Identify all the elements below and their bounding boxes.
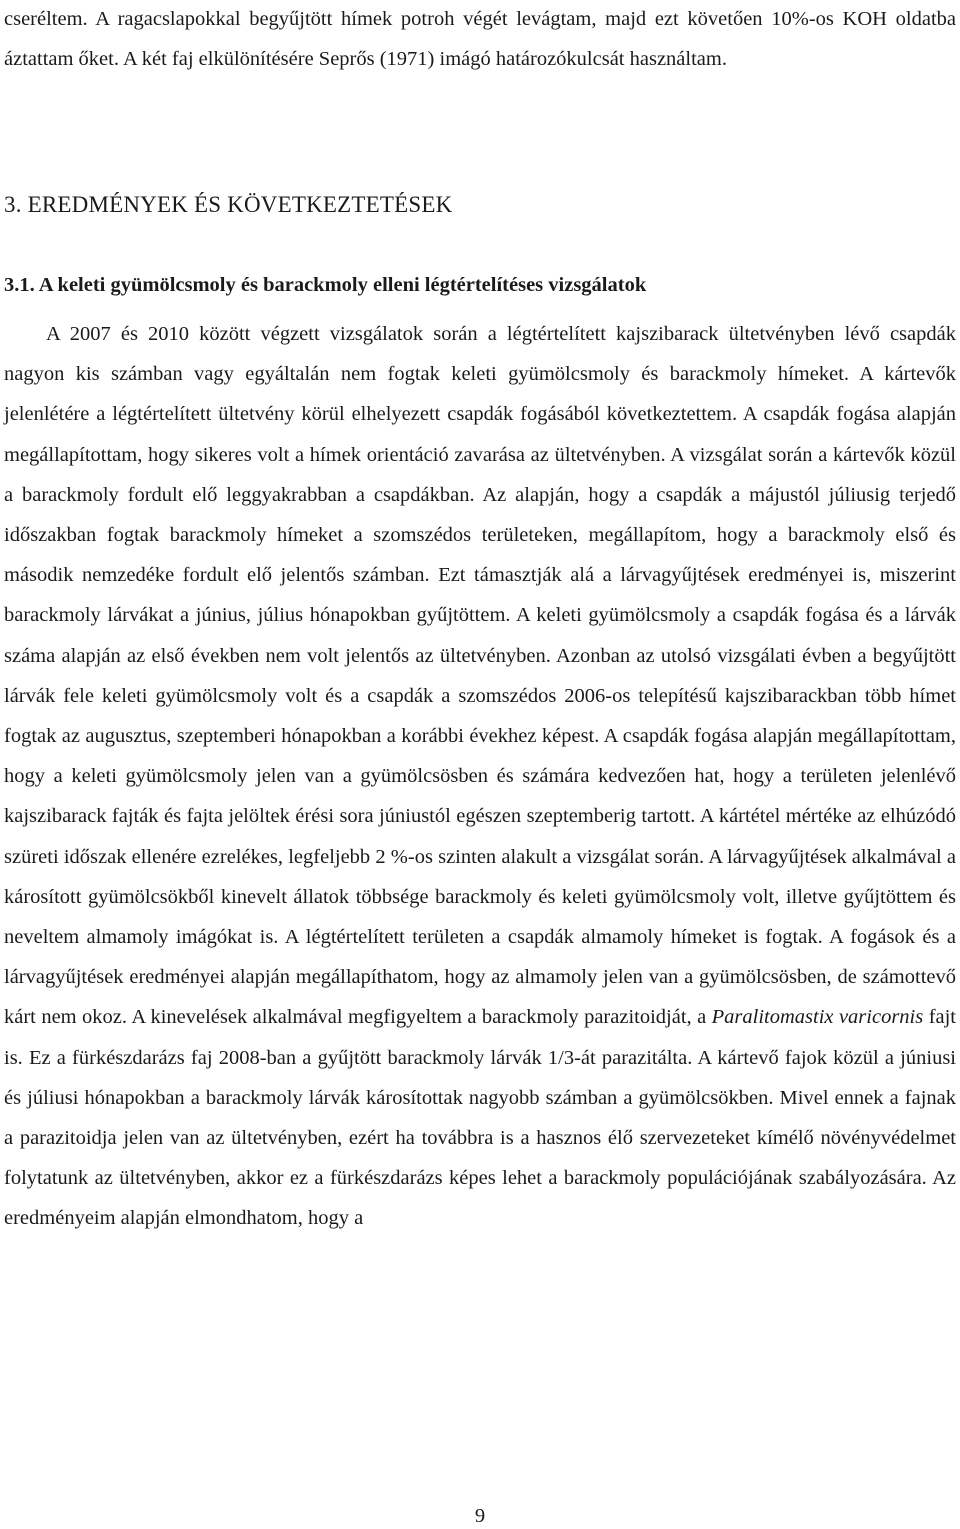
section-heading: 3. EREDMÉNYEK ÉS KÖVETKEZTETÉSEK	[4, 192, 453, 217]
species-name: Paralitomastix varicornis	[711, 1006, 924, 1029]
page-number: 9	[474, 1505, 486, 1527]
body-paragraph	[4, 314, 956, 1239]
subsection-heading: 3.1. A keleti gyümölcsmoly és barackmoly elleni légtértelítéses vizsgálatok	[4, 274, 647, 296]
body-text-before-species: A 2007 és 2010 között végzett vizsgálatok során a légtértelített kajszibarack ültetvényben lévő csapdák nagyon kis számban vagy egyáltalán nem fogtak keleti gyümölcsmoly és barackmoly hímeket. A kártevők jelenlétére a légtértelített ültetvény körül elhelyezett csapdák fogásából következtettem. A csapdák fogása alapján megállapítottam, hogy sikeres volt a hímek orientáció zavarása az ültetvényben. A vizsgálat során a kártevők közül a barackmoly fordult elő leggyakrabban a csapdákban. Az alapján, hogy a csapdák a májustól júliusig terjedő időszakban fogtak barackmoly hímeket a szomszédos területeken, megállapítom, hogy a barackmoly első és második nemzedéke fordult elő jelentős számban. Ezt támasztják alá a lárvagyűjtések eredményei is, miszerint barackmoly lárvákat a június, július hónapokban gyűjtöttem. A keleti gyümölcsmoly a csapdák fogása és a lárvák száma alapján az első években nem volt jelentős az ültetvényben. Azonban az utolsó vizsgálati évben a begyűjtött lárvák fele keleti gyümölcsmoly volt és a csapdák a szomszédos 2006-os telepítésű kajszibarackban több hímet fogtak az augusztus, szeptemberi hónapokban a korábbi évekhez képest. A csapdák fogása alapján megállapítottam, hogy a keleti gyümölcsmoly jelen van a gyümölcsösben és számára kedvezően hat, hogy a területen jelenlévő kajszibarack fajták és fajta jelöltek érési sora júniustól egészen szeptemberig tartott. A kártétel mértéke az elhúzódó szüreti időszak ellenére ezrelékes, legfeljebb 2 %-os szinten alakult a vizsgálat során. A lárvagyűjtések alkalmával a károsított gyümölcsökből kinevelt állatok többsége barackmoly és keleti gyümölcsmoly volt, illetve gyűjtöttem és neveltem almamoly imágókat is. A légtértelített területen a csapdák almamoly hímeket is fogtak. A fogások és a lárvagyűjtések eredményei alapján megállapíthatom, hogy az almamoly jelen van a gyümölcsösben, de számottevő kárt nem okoz. A kinevelések alkalmával megfigyeltem a barackmoly parazitoidját, a	[4, 323, 956, 1029]
intro-paragraph: cseréltem. A ragacslapokkal begyűjtött hímek potroh végét levágtam, majd ezt követően 10%-os KOH oldatba áztattam őket. A két faj elkülönítésére Seprős (1971) imágó határozókulcsát használtam.	[4, 8, 956, 70]
body-text-after-species: fajt is. Ez a fürkészdarázs faj 2008-ban a gyűjtött barackmoly lárvák 1/3-át parazitálta. A kártevő fajok közül a júniusi és júliusi hónapokban a barackmoly lárvák károsítottak nagyobb számban a gyümölcsökben. Mivel ennek a fajnak a parazitoidja jelen van az ültetvényben, ezért ha továbbra is a hasznos élő szervezeteket kímélő növényvédelmet folytatunk az ültetvényben, akkor ez a fürkészdarázs képes lehet a barackmoly populációjának szabályozására. Az eredményeim alapján elmondhatom, hogy a	[4, 1006, 957, 1230]
